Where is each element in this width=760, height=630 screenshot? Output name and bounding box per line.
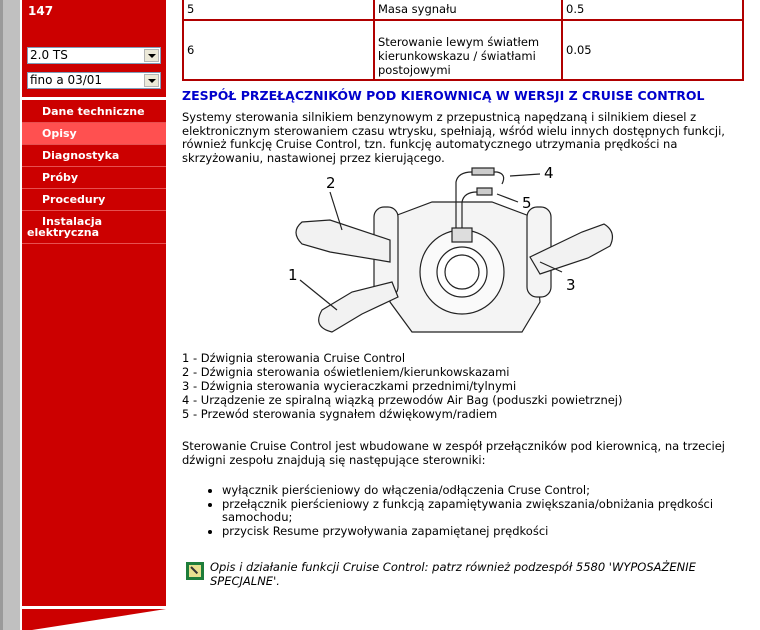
spec-table (182, 0, 744, 81)
sidebar-item-dane-techniczne[interactable]: Dane techniczne (22, 101, 166, 123)
figure-label-3: 3 (566, 276, 576, 294)
table-cell: 0.05 (562, 20, 743, 80)
figure-label-5: 5 (522, 194, 532, 212)
legend-item: 4 - Urządzenie ze spiralną wiązką przewodów Air Bag (poduszki powietrznej) (182, 393, 623, 407)
list-item: • przycisk Resume przywoływania zapamiętanej prędkości (222, 525, 742, 539)
engine-select-value: 2.0 TS (30, 48, 68, 62)
figure-label-4: 4 (544, 164, 554, 182)
figure-label-1: 1 (288, 266, 298, 284)
controls-list (182, 484, 742, 538)
table-cell: Sterowanie lewym światłem kierunkowskazu / światłami postojowymi (374, 20, 562, 80)
legend-item: 1 - Dźwignia sterowania Cruise Control (182, 351, 406, 365)
table-cell: 5 (183, 0, 374, 20)
sidebar-tail-decoration (22, 609, 166, 630)
steering-switch-diagram (282, 162, 622, 342)
table-row (183, 20, 743, 80)
sidebar-item-diagnostyka[interactable]: Diagnostyka (22, 145, 166, 167)
table-cell: 6 (183, 20, 374, 80)
chevron-down-icon[interactable] (144, 49, 159, 62)
sidebar-item-procedury[interactable]: Procedury (22, 189, 166, 211)
sidebar-divider (22, 97, 166, 100)
note-link-icon[interactable] (186, 562, 204, 580)
table-cell: Masa sygnału (374, 0, 562, 20)
sidebar-item-opisy[interactable]: Opisy (22, 123, 166, 145)
chevron-down-icon[interactable] (144, 74, 159, 87)
list-item: • przełącznik pierścieniowy z funkcją zapamiętywania zwiększania/obniżania prędkości samochodu; (222, 498, 742, 525)
sidebar-nav (22, 101, 166, 244)
engine-select[interactable] (27, 47, 161, 64)
controls-paragraph: Sterowanie Cruise Control jest wbudowane w zespół przełączników pod kierownicą, na trzeciej dźwigni zespołu znajdują się następujące sterowniki: (182, 439, 725, 467)
sidebar-item-instalacja-elektryczna[interactable]: Instalacja elektryczna (22, 211, 166, 244)
note-text: Opis i działanie funkcji Cruise Control: patrz również podzespół 5580 'WYPOSAŻENIE SPECJALNE'. (210, 560, 696, 588)
legend-item: 2 - Dźwignia sterowania oświetleniem/kierunkowskazami (182, 365, 510, 379)
sidebar (22, 0, 166, 606)
date-select-value: fino a 03/01 (30, 73, 103, 87)
figure-legend (182, 351, 623, 421)
list-item: • wyłącznik pierścieniowy do włączenia/odłączenia Cruse Control; (222, 484, 742, 498)
table-cell: 0.5 (562, 0, 743, 20)
sidebar-item-proby[interactable]: Próby (22, 167, 166, 189)
model-title: 147 (28, 4, 54, 18)
intro-paragraph: Systemy sterowania silnikiem benzynowym z przepustnicą napędzaną i silnikiem diesel z elektronicznym sterowaniem czasu wtrysku, spełniają, wśród wielu innych dostępnych funkcji, również funkcję Cruise Control, tzn. funkcję automatycznego utrzymania prędkości na skrzyżowaniu, nastawionej przez kierującego. (182, 110, 725, 165)
section-heading: ZESPÓŁ PRZEŁĄCZNIKÓW POD KIEROWNICĄ W WERSJI Z CRUISE CONTROL (182, 88, 705, 103)
left-frame-strip (0, 0, 20, 630)
date-select[interactable] (27, 72, 161, 89)
legend-item: 3 - Dźwignia sterowania wycieraczkami przednimi/tylnymi (182, 379, 517, 393)
table-row (183, 0, 743, 20)
figure-label-2: 2 (326, 174, 336, 192)
legend-item: 5 - Przewód sterowania sygnałem dźwiękowym/radiem (182, 407, 498, 421)
